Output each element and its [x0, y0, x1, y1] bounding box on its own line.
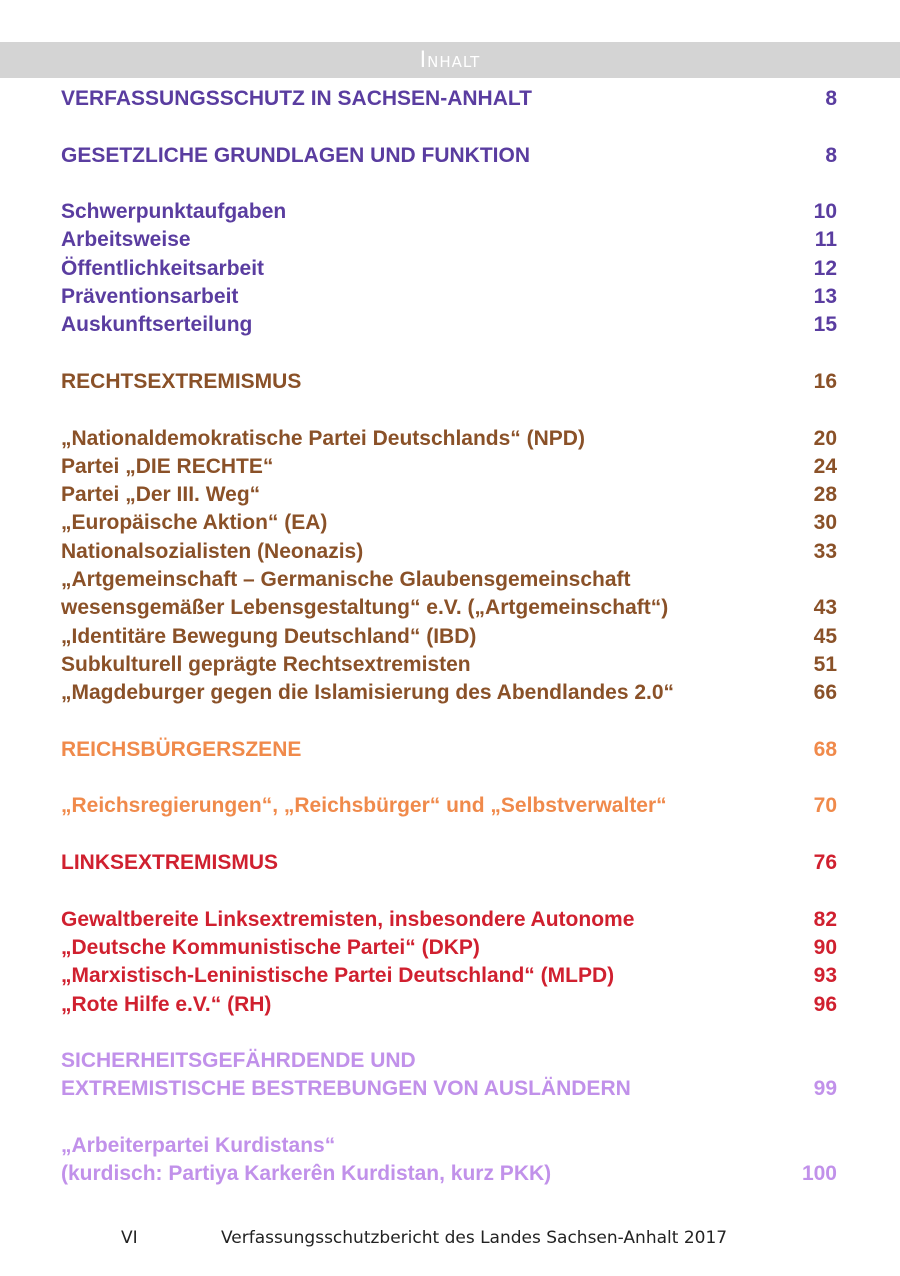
spacer [61, 113, 837, 141]
toc-label: VERFASSUNGSSCHUTZ IN SACHSEN-ANHALT [61, 87, 532, 110]
toc-entry[interactable] [61, 962, 837, 990]
spacer [61, 877, 837, 905]
toc-page-number: 10 [813, 200, 837, 224]
toc-label: Präventionsarbeit [61, 285, 239, 309]
toc-page-number: 33 [813, 539, 837, 563]
toc-chapter-grundlagen[interactable] [61, 142, 837, 170]
toc-page-number: 66 [813, 681, 837, 705]
toc-entry[interactable] [61, 311, 837, 339]
toc-label: „Nationaldemokratische Partei Deutschlands“ (NPD) [61, 426, 585, 450]
toc-label: „Europäische Aktion“ (EA) [61, 511, 328, 535]
toc-entry[interactable] [61, 425, 837, 453]
toc-label: SICHERHEITSGEFÄHRDENDE UND [61, 1049, 416, 1073]
toc-label: „Magdeburger gegen die Islamisierung des Abendlandes 2.0“ [61, 681, 675, 705]
toc-chapter-linksextremismus[interactable] [61, 849, 837, 877]
spacer [61, 396, 837, 424]
spacer [61, 1019, 837, 1047]
toc-entry-line1[interactable] [61, 566, 837, 594]
toc-entry[interactable] [61, 481, 837, 509]
toc-entry[interactable] [61, 651, 837, 679]
toc-chapter-auslaender-line1[interactable] [61, 1047, 837, 1075]
toc-page-number: 93 [813, 964, 837, 988]
toc-label: Partei „DIE RECHTE“ [61, 454, 274, 478]
toc-entry[interactable] [61, 198, 837, 226]
toc-label: „Rote Hilfe e.V.“ (RH) [61, 992, 272, 1016]
toc-entry[interactable] [61, 906, 837, 934]
toc-entry[interactable] [61, 283, 837, 311]
toc-label: Nationalsozialisten (Neonazis) [61, 539, 364, 563]
toc-label: Öffentlichkeitsarbeit [61, 256, 265, 280]
toc-page-number: 51 [813, 652, 837, 676]
toc-page-number: 30 [813, 511, 837, 535]
toc-page-number: 28 [813, 483, 837, 507]
toc-entry[interactable] [61, 991, 837, 1019]
toc-page-number: 100 [801, 1162, 837, 1186]
spacer [61, 340, 837, 368]
toc-entry[interactable] [61, 509, 837, 537]
toc-label: Gewaltbereite Linksextremisten, insbesondere Autonome [61, 907, 635, 931]
toc-label: „Deutsche Kommunistische Partei“ (DKP) [61, 935, 480, 959]
toc-entry[interactable] [61, 453, 837, 481]
toc-entry[interactable] [61, 623, 837, 651]
spacer [61, 764, 837, 792]
toc-label: (kurdisch: Partiya Karkerên Kurdistan, kurz PKK) [61, 1162, 552, 1186]
toc-entry-line2[interactable] [61, 1160, 837, 1188]
spacer [61, 821, 837, 849]
toc-label: „Reichsregierungen“, „Reichsbürger“ und „Selbstverwalter“ [61, 794, 667, 818]
toc-entry[interactable] [61, 679, 837, 707]
toc-label: „Identitäre Bewegung Deutschland“ (IBD) [61, 624, 477, 648]
toc-page-number: 12 [813, 256, 837, 280]
toc-label: REICHSBÜRGERSZENE [61, 737, 302, 761]
toc-label: Schwerpunktaufgaben [61, 200, 287, 224]
toc-page-number: 15 [813, 313, 837, 337]
toc-chapter-verfassungsschutz[interactable] [61, 85, 837, 113]
toc-label: Partei „Der III. Weg“ [61, 483, 261, 507]
toc-label: EXTREMISTISCHE BESTREBUNGEN VON AUSLÄNDERN [61, 1077, 631, 1101]
table-of-contents [61, 85, 837, 1189]
toc-page-number: 8 [825, 143, 837, 167]
toc-page-number: 76 [813, 851, 837, 875]
toc-entry[interactable] [61, 792, 837, 820]
toc-label: „Artgemeinschaft – Germanische Glaubensgemeinschaft [61, 568, 631, 592]
toc-label: wesensgemäßer Lebensgestaltung“ e.V. („Artgemeinschaft“) [61, 596, 669, 620]
toc-chapter-reichsbuergerszene[interactable] [61, 736, 837, 764]
toc-page-number: 70 [813, 794, 837, 818]
section-title: Inhalt [419, 48, 481, 73]
toc-page-number: 68 [813, 737, 837, 761]
toc-label: RECHTSEXTREMISMUS [61, 369, 302, 393]
toc-page-number: 13 [813, 285, 837, 309]
toc-label: „Arbeiterpartei Kurdistans“ [61, 1133, 336, 1157]
toc-page-number: 20 [813, 426, 837, 450]
toc-label: LINKSEXTREMISMUS [61, 851, 279, 875]
toc-entry-line2[interactable] [61, 594, 837, 622]
spacer [61, 708, 837, 736]
spacer [61, 1104, 837, 1132]
toc-entry[interactable] [61, 538, 837, 566]
toc-chapter-rechtsextremismus[interactable] [61, 368, 837, 396]
toc-page-number: 90 [813, 935, 837, 959]
toc-page-number: 96 [813, 992, 837, 1016]
section-header-bar [0, 42, 900, 78]
spacer [61, 170, 837, 198]
toc-page-number: 16 [813, 369, 837, 393]
toc-label: Auskunftserteilung [61, 313, 253, 337]
toc-chapter-auslaender-line2[interactable] [61, 1075, 837, 1103]
toc-label: Subkulturell geprägte Rechtsextremisten [61, 652, 471, 676]
page-footer [0, 1228, 900, 1252]
toc-entry-line1[interactable] [61, 1132, 837, 1160]
toc-entry[interactable] [61, 934, 837, 962]
footer-page-number: VI [121, 1228, 138, 1248]
toc-label: Arbeitsweise [61, 228, 191, 252]
toc-label: „Marxistisch-Leninistische Partei Deutschland“ (MLPD) [61, 964, 615, 988]
toc-page-number: 24 [813, 454, 837, 478]
toc-page-number: 45 [813, 624, 837, 648]
toc-page-number: 82 [813, 907, 837, 931]
toc-page-number: 8 [825, 87, 837, 110]
footer-report-title: Verfassungsschutzbericht des Landes Sachsen-Anhalt 2017 [221, 1228, 728, 1248]
toc-label: GESETZLICHE GRUNDLAGEN UND FUNKTION [61, 143, 530, 167]
toc-page-number: 11 [814, 228, 837, 252]
toc-entry[interactable] [61, 255, 837, 283]
toc-page-number: 99 [813, 1077, 837, 1101]
toc-entry[interactable] [61, 226, 837, 254]
toc-page-number: 43 [813, 596, 837, 620]
